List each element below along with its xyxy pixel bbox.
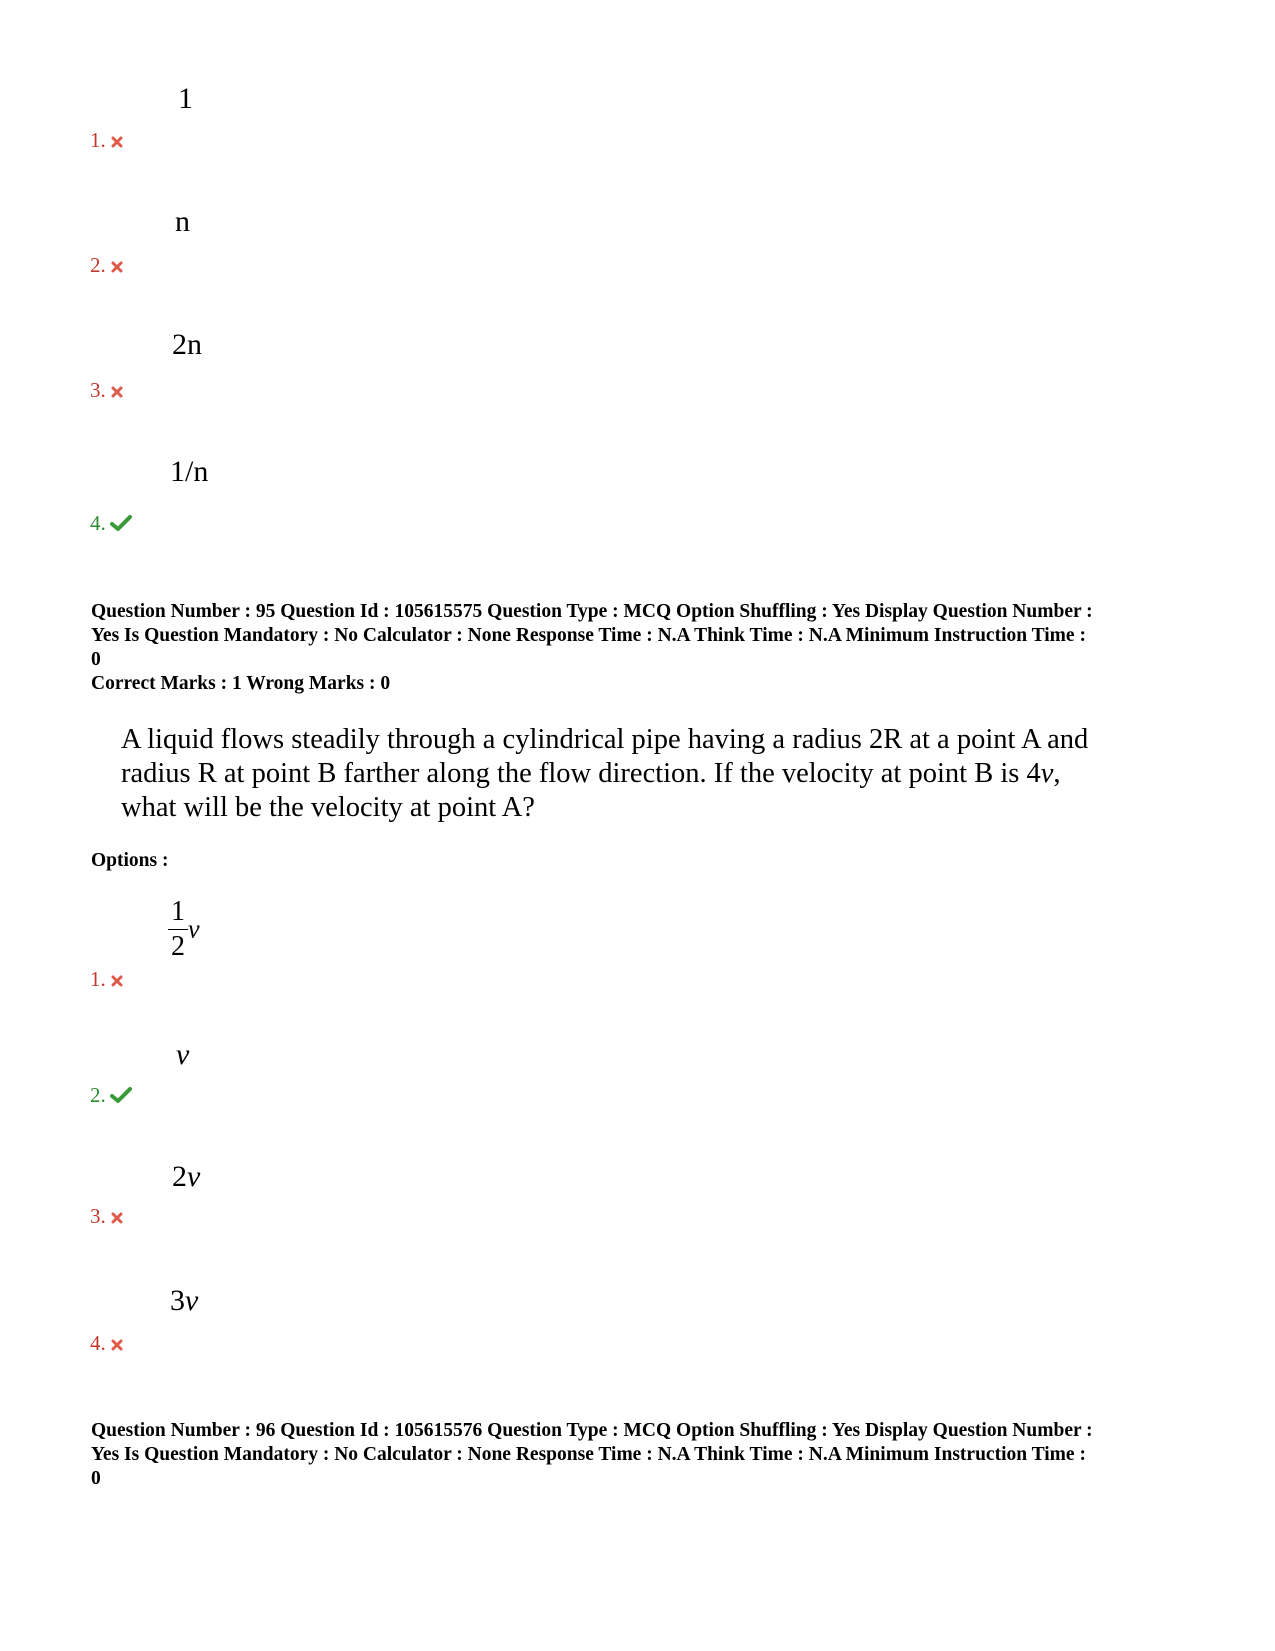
check-icon	[110, 1085, 132, 1110]
meta-line: 0	[91, 1468, 101, 1489]
meta-line: Question Number : 95 Question Id : 105615575 Question Type : MCQ Option Shuffling : Yes Display Question Number :	[91, 601, 1093, 622]
question-line	[121, 757, 1151, 791]
coefficient: 2	[172, 1160, 187, 1193]
prev-option-2-text: n	[175, 205, 190, 238]
options-label: Options :	[91, 850, 169, 871]
cross-icon	[110, 380, 124, 405]
q95-option-4-label	[90, 1331, 124, 1358]
option-number: 2.	[90, 253, 106, 277]
question-line: what will be the velocity at point A?	[121, 792, 535, 823]
numerator: 1	[171, 896, 185, 927]
meta-line: Yes Is Question Mandatory : No Calculator : None Response Time : N.A Think Time : N.A Minimum Instruction Time :	[91, 625, 1086, 646]
velocity-symbol: ν	[176, 1038, 190, 1071]
prev-option-4-label	[90, 511, 132, 538]
prev-option-2-label	[90, 253, 124, 280]
fraction	[168, 898, 188, 961]
option-number: 1.	[90, 967, 106, 991]
option-number: 2.	[90, 1083, 106, 1107]
meta-line: Question Number : 96 Question Id : 105615576 Question Type : MCQ Option Shuffling : Yes Display Question Number :	[91, 1420, 1093, 1441]
question-95-text	[121, 723, 1151, 825]
velocity-symbol: ν	[187, 1160, 201, 1193]
velocity-symbol: ν	[185, 1284, 199, 1317]
question-95-meta	[91, 600, 1201, 672]
option-number: 4.	[90, 1331, 106, 1355]
question-95-marks: Correct Marks : 1 Wrong Marks : 0	[91, 673, 391, 694]
prev-option-1-label	[90, 128, 124, 155]
q95-option-1-text	[168, 898, 200, 961]
q95-option-4-text	[170, 1284, 198, 1318]
q95-option-1-label	[90, 967, 124, 994]
check-icon	[110, 513, 132, 538]
cross-icon	[110, 1206, 124, 1231]
question-line: A liquid flows steadily through a cylindrical pipe having a radius 2R at a point A and	[121, 724, 1089, 755]
denominator: 2	[171, 931, 185, 962]
prev-option-3-text: 2n	[172, 328, 202, 361]
prev-option-3-label	[90, 378, 124, 405]
option-number: 3.	[90, 378, 106, 402]
meta-line: Yes Is Question Mandatory : No Calculator : None Response Time : N.A Think Time : N.A Minimum Instruction Time :	[91, 1444, 1086, 1465]
question-line-text: ,	[1053, 758, 1061, 789]
velocity-symbol: ν	[1040, 758, 1054, 789]
meta-line: 0	[91, 649, 101, 670]
coefficient: 3	[170, 1284, 185, 1317]
cross-icon	[110, 969, 124, 994]
option-number: 1.	[90, 128, 106, 152]
option-number: 4.	[90, 511, 106, 535]
cross-icon	[110, 255, 124, 280]
velocity-symbol: ν	[188, 914, 200, 944]
option-number: 3.	[90, 1204, 106, 1228]
q95-option-3-label	[90, 1204, 124, 1231]
q95-option-3-text	[172, 1160, 200, 1194]
q95-option-2-text	[176, 1038, 189, 1072]
question-96-meta	[91, 1419, 1201, 1491]
cross-icon	[110, 1333, 124, 1358]
question-line-text: radius R at point B farther along the flow direction. If the velocity at point B is 4	[121, 758, 1041, 789]
cross-icon	[110, 130, 124, 155]
prev-option-4-text: 1/n	[170, 455, 209, 488]
fraction-bar	[168, 929, 188, 930]
q95-option-2-label	[90, 1083, 132, 1110]
prev-option-1-text: 1	[178, 82, 193, 115]
